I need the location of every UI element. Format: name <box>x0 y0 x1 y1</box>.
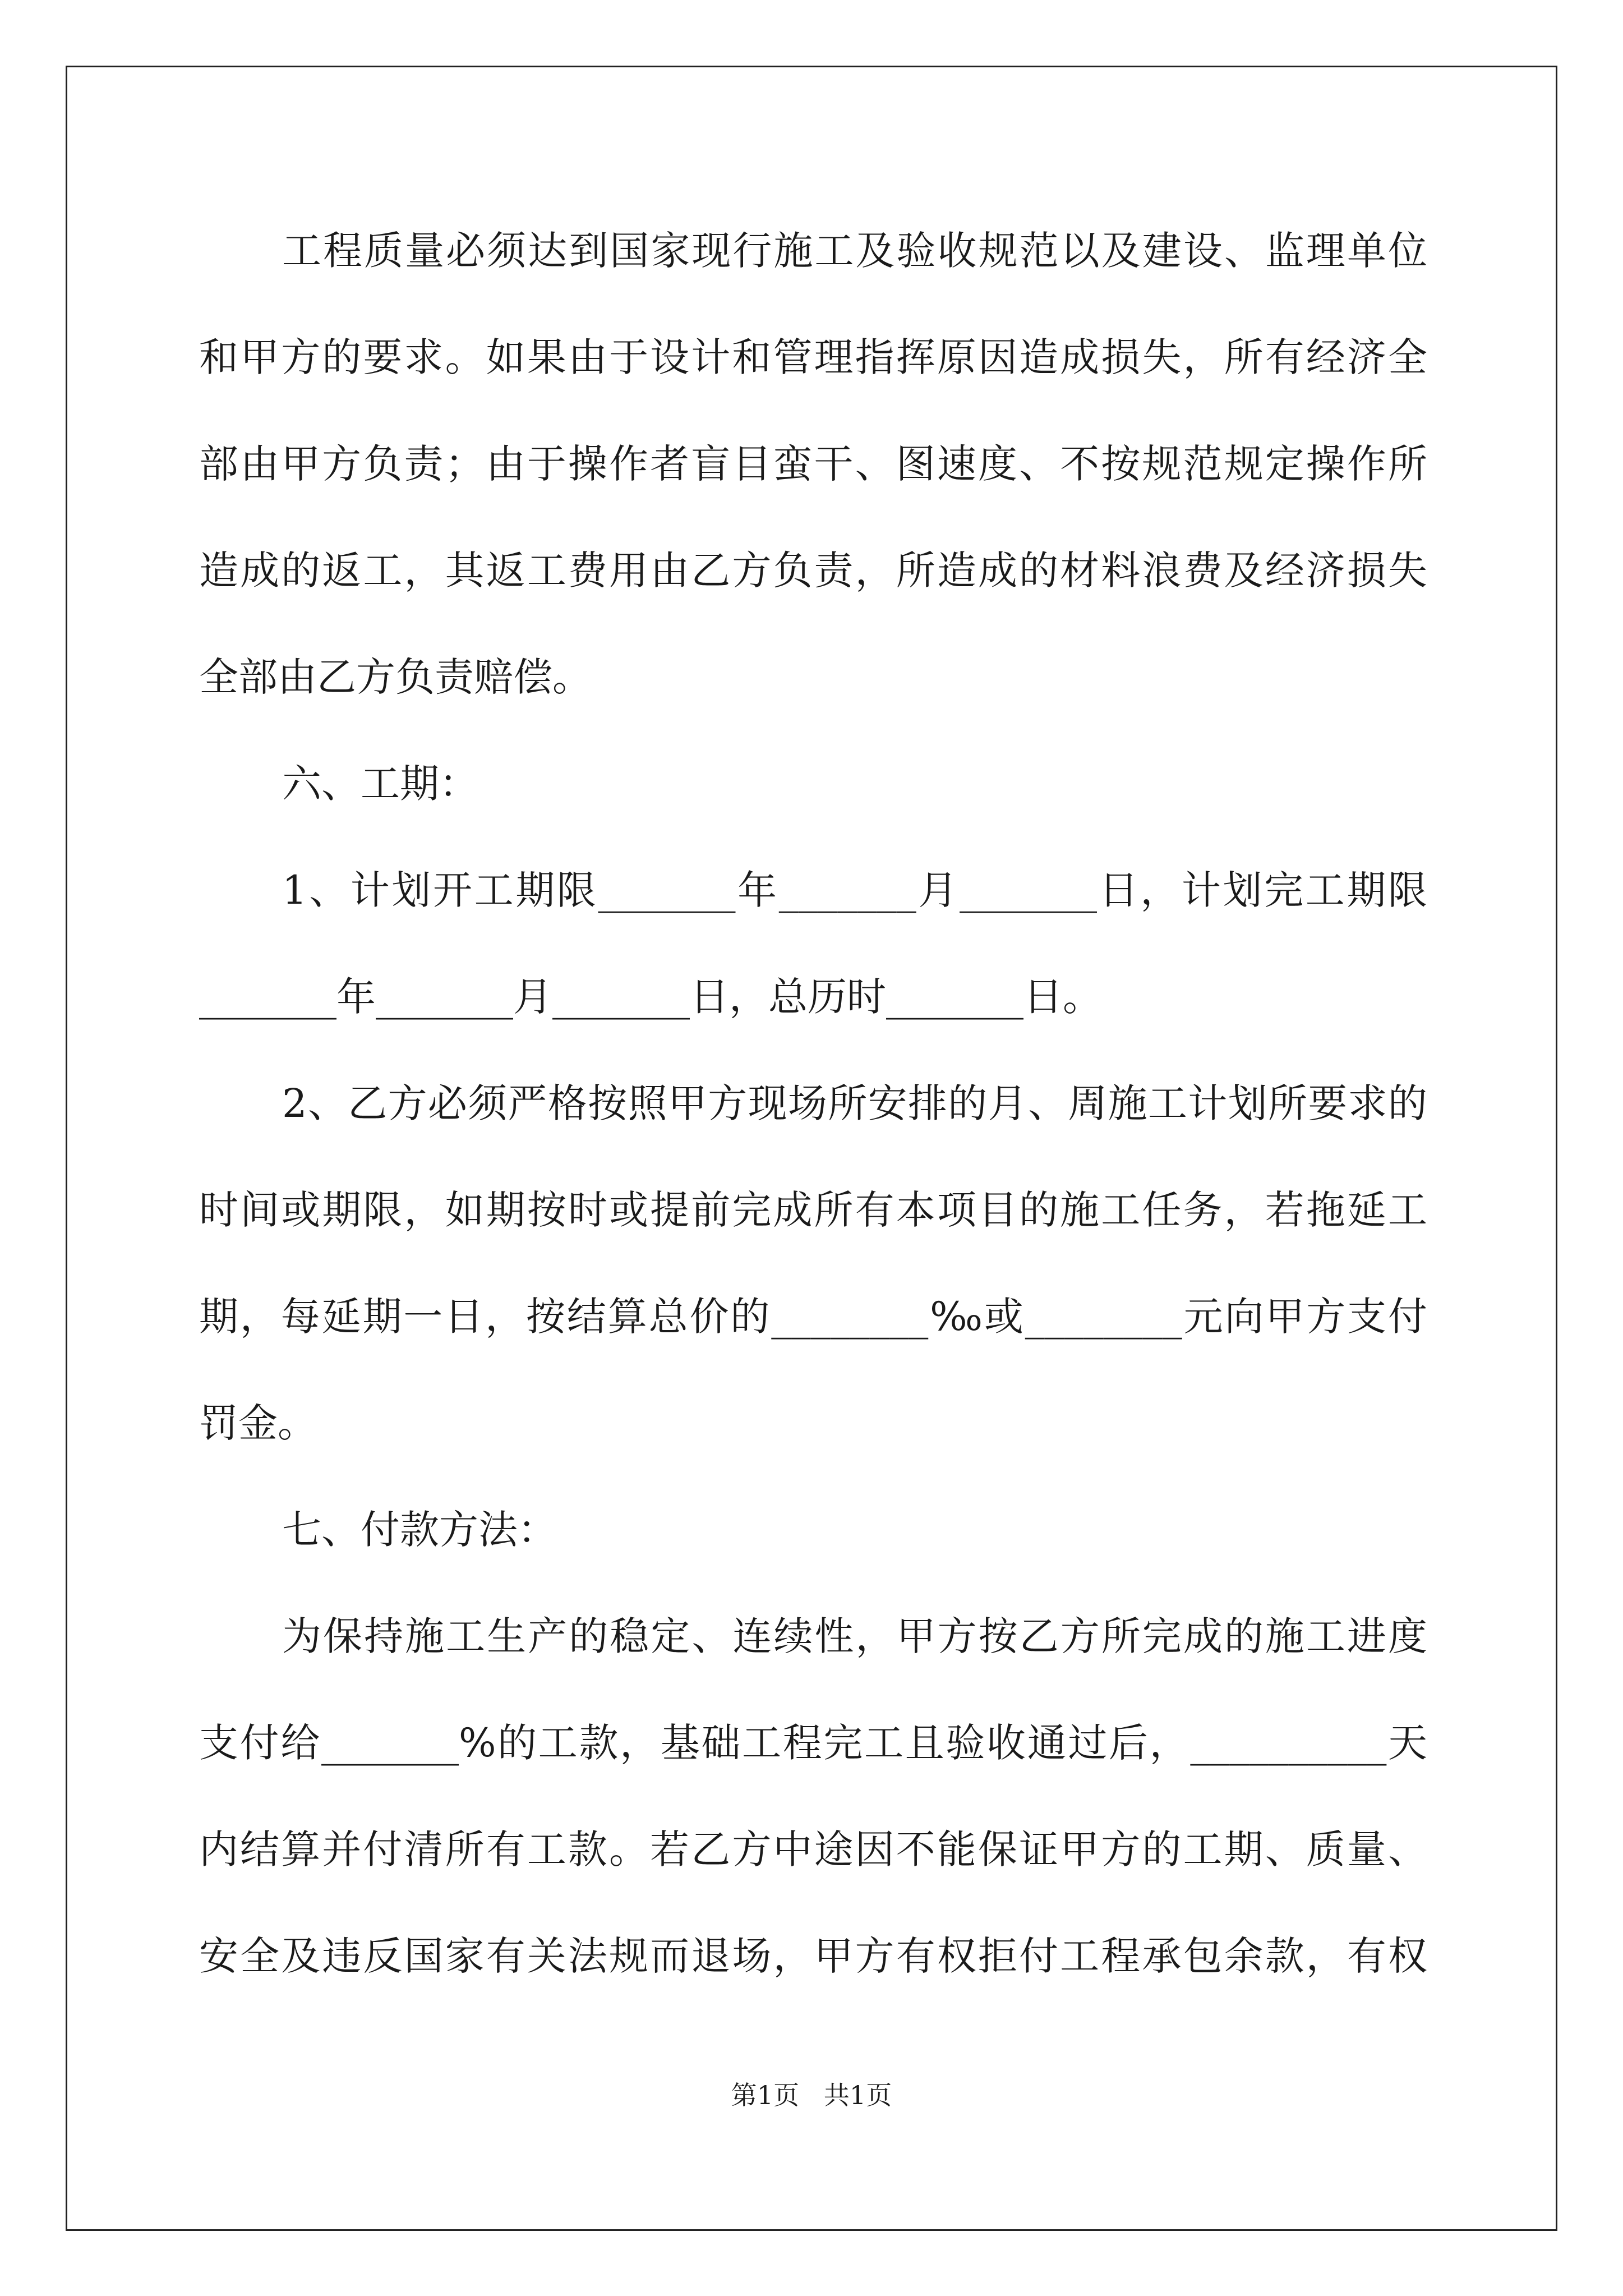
text-line: _______年_______月_______日，总历时_______日。 <box>199 974 1102 1020</box>
text-line: 时间或期限，如期按时或提前完成所有本项目的施工任务，若拖延工 <box>199 1187 1427 1233</box>
text-line: 内结算并付清所有工款。若乙方中途因不能保证甲方的工期、质量、 <box>199 1826 1427 1872</box>
text-line: 2、乙方必须严格按照甲方现场所安排的月、周施工计划所要求的 <box>282 1080 1427 1126</box>
text-line: 和甲方的要求。如果由于设计和管理指挥原因造成损失，所有经济全 <box>199 334 1427 380</box>
text-line: 罚金。 <box>199 1400 317 1446</box>
text-line: 安全及违反国家有关法规而退场，甲方有权拒付工程承包余款，有权 <box>199 1933 1427 1979</box>
text-line: 为保持施工生产的稳定、连续性，甲方按乙方所完成的施工进度 <box>282 1613 1427 1659</box>
text-line: 1、计划开工期限_______年_______月_______日，计划完工期限 <box>282 867 1427 913</box>
text-line: 部由甲方负责；由于操作者盲目蛮干、图速度、不按规范规定操作所 <box>199 441 1427 487</box>
text-line: 工程质量必须达到国家现行施工及验收规范以及建设、监理单位 <box>282 228 1427 274</box>
page-footer: 第1页 共1页 <box>731 2080 892 2110</box>
section-heading: 七、付款方法： <box>282 1507 557 1553</box>
text-line: 支付给_______%的工款，基础工程完工且验收通过后，__________天 <box>199 1720 1427 1766</box>
text-line: 期，每延期一日，按结算总价的________‰或________元向甲方支付 <box>199 1294 1427 1340</box>
text-line: 全部由乙方负责赔偿。 <box>199 654 592 700</box>
section-heading: 六、工期： <box>282 761 478 807</box>
page-border <box>66 66 1557 2231</box>
text-line: 造成的返工，其返工费用由乙方负责，所造成的材料浪费及经济损失 <box>199 547 1427 593</box>
